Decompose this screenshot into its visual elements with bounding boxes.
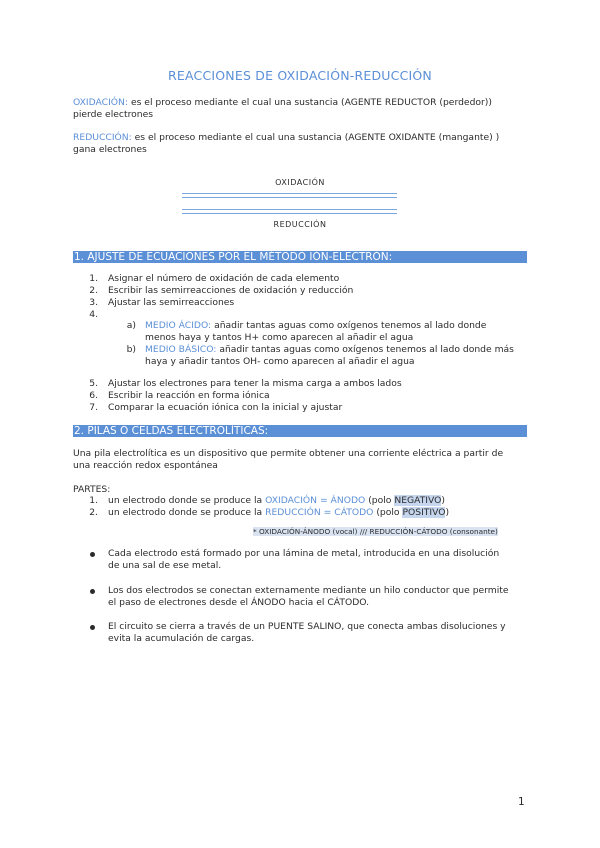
definition-reduccion-line2: gana electrones (73, 143, 147, 155)
partes-label: PARTES: (73, 484, 111, 495)
bullet-dot (90, 552, 95, 557)
section-heading-ajuste: 1. AJUSTE DE ECUACIONES POR EL MÉTODO IÓN-ELECTRÓN: (73, 251, 527, 263)
label-medio-acido: MEDIO ÁCIDO: (145, 320, 212, 331)
highlight-positivo: POSITIVO (402, 507, 446, 518)
diagram-label-oxidacion: OXIDACIÓN (275, 178, 325, 187)
section-heading-pilas: 2. PILAS O CELDAS ELECTROLÍTICAS: (73, 425, 527, 437)
term-reduccion: REDUCCIÓN: (73, 132, 132, 143)
definition-oxidacion (73, 97, 528, 120)
bullet-dot (90, 589, 95, 594)
reduction-arrow (182, 209, 397, 214)
term-oxidacion: OXIDACIÓN: (73, 97, 129, 108)
page-number: 1 (518, 796, 525, 808)
bullet-dot (90, 625, 95, 630)
definition-reduccion (73, 132, 528, 155)
highlight-negativo: NEGATIVO (394, 495, 442, 506)
definition-reduccion-line1: es el proceso mediante el cual una sustancia (AGENTE OXIDANTE (mangante) ) (134, 132, 500, 143)
mnemonic-note: * OXIDACIÓN-ÁNODO (vocal) /// REDUCCIÓN-CÁTODO (consonante) (253, 527, 498, 536)
diagram-label-reduccion: REDUCCIÓN (273, 220, 327, 229)
label-medio-basico: MEDIO BÁSICO: (145, 344, 217, 355)
page-title: REACCIONES DE OXIDACIÓN-REDUCCIÓN (168, 68, 432, 83)
oxidation-arrow (182, 193, 397, 198)
definition-oxidacion-line1: es el proceso mediante el cual una sustancia (AGENTE REDUCTOR (perdedor)) (130, 97, 492, 108)
pila-intro: Una pila electrolítica es un dispositivo que permite obtener una corriente eléctrica a partir de una reacción redox espontánea (73, 448, 504, 471)
definition-oxidacion-line2: pierde electrones (73, 108, 154, 120)
